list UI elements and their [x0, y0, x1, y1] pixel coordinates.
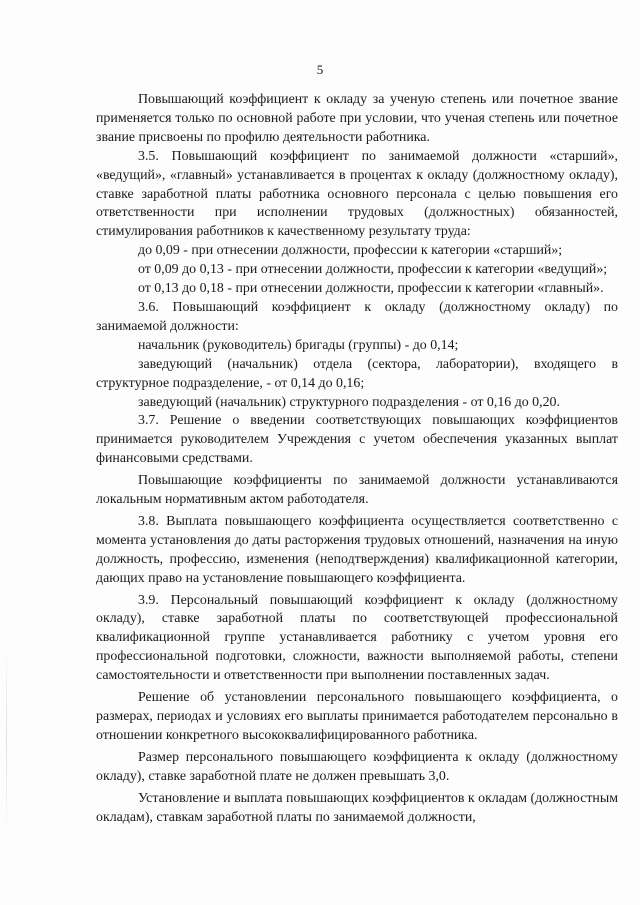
list-item-chief: от 0,13 до 0,18 - при отнесении должности, профессии к категории «главный». — [138, 281, 604, 297]
paragraph-academic-degree: Повышающий коэффициент к окладу за ученую степень или почетное звание применяется только по основной работе при условии, что ученая степень или почетное звание присвоены по профилю деятельности работника. — [96, 92, 618, 145]
paragraph-max-size: Размер персонального повышающего коэффициента к окладу (должностному окладу), ставке заработной плате не должен превышать 3,0. — [96, 749, 618, 784]
paragraph-3-6: 3.6. Повышающий коэффициент к окладу (должностному окладу) по занимаемой должности: — [96, 299, 618, 334]
paragraph-local-act: Повышающие коэффициенты по занимаемой должности устанавливаются локальным нормативным актом работодателя. — [96, 473, 618, 508]
paragraph-3-5: 3.5. Повышающий коэффициент по занимаемой должности «старший», «ведущий», «главный» устанавливается в процентах к окладу (должностному окладу), ставке заработной платы работника основного персонала с целью повышения его ответственности при исполнении трудовых (должностных) обязанностей, стимулирования работников к качественному результату труда: — [96, 148, 618, 240]
scan-edge-shadow — [6, 640, 7, 840]
paragraph-establishment: Установление и выплата повышающих коэффициентов к окладам (должностным окладам), ставкам заработной платы по занимаемой должности, — [96, 790, 618, 825]
list-item-team-lead: начальник (руководитель) бригады (группы) - до 0,14; — [138, 337, 459, 353]
list-item-senior: до 0,09 - при отнесении должности, профессии к категории «старший»; — [138, 243, 563, 259]
document-body — [96, 91, 618, 827]
list-item-leading: от 0,09 до 0,13 - при отнесении должности, профессии к категории «ведущий»; — [138, 262, 608, 278]
paragraph-3-8: 3.8. Выплата повышающего коэффициента осуществляется соответственно с момента установления до даты расторжения трудовых отношений, назначения на иную должность, профессию, изменения (неподтверждения) квалификационной категории, дающих право на установление повышающего коэффициента. — [96, 513, 618, 586]
paragraph-personal-decision: Решение об установлении персонального повышающего коэффициента, о размерах, периодах и условиях его выплаты принимается работодателем персонально в отношении конкретного высококвалифицированного работника. — [96, 690, 618, 743]
list-item-department-head: заведующий (начальник) отдела (сектора, лаборатории), входящего в структурное подразделение, - от 0,14 до 0,16; — [96, 356, 618, 391]
page-number: 5 — [316, 62, 324, 77]
paragraph-3-9: 3.9. Персональный повышающий коэффициент к окладу (должностному окладу), ставке заработной платы по соответствующей профессиональной квалификационной группе устанавливается работнику с учетом уровня его профессиональной подготовки, сложности, важности выполняемой работы, степени самостоятельности и ответственности при выполнении поставленных задач. — [96, 592, 618, 684]
list-item-division-head: заведующий (начальник) структурного подразделения - от 0,16 до 0,20. — [138, 394, 560, 410]
paragraph-3-7: 3.7. Решение о введении соответствующих повышающих коэффициентов принимается руководителем Учреждения с учетом обеспечения указанных выплат финансовыми средствами. — [96, 413, 618, 467]
